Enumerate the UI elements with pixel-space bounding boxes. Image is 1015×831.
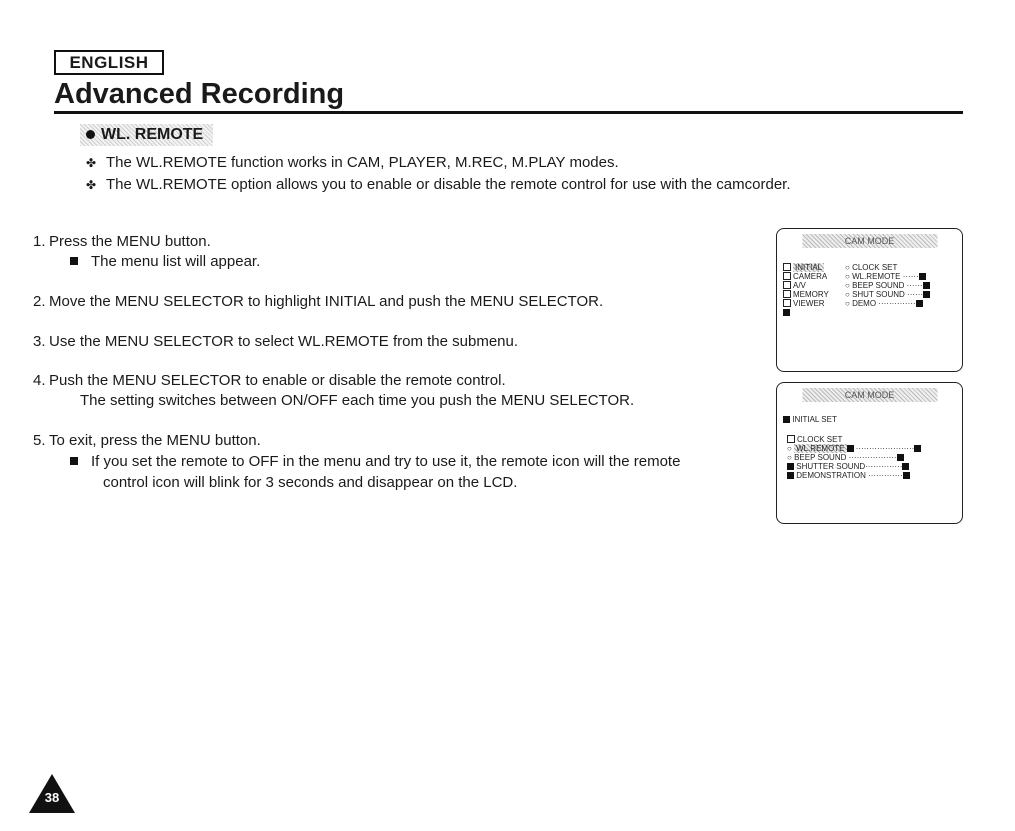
- menu-item: VIEWER: [783, 299, 829, 308]
- page-title: Advanced Recording: [54, 78, 345, 110]
- menu-item-icon: [783, 272, 791, 280]
- menu-item: INITIAL: [783, 263, 829, 272]
- section-heading: [80, 124, 213, 146]
- step-number: 1.: [33, 233, 46, 250]
- lcd-menu-screen: [776, 228, 963, 372]
- menu-item: [783, 308, 829, 317]
- menu-left-column: [783, 263, 829, 317]
- step-text: To exit, press the MENU button.: [49, 432, 261, 449]
- submenu-item: ○ WL.REMOTE ······: [845, 272, 930, 281]
- submenu-item: SHUTTER SOUND··············: [787, 462, 921, 471]
- submenu-item: ○ WL.REMOTE ······················: [787, 444, 921, 453]
- step-number: 2.: [33, 293, 46, 310]
- setting-icon: [923, 282, 930, 289]
- step-item: [33, 432, 261, 449]
- mode-banner: CAM MODE: [802, 388, 937, 402]
- step-text: Push the MENU SELECTOR to enable or disable the remote control.: [49, 372, 506, 389]
- note-text: The WL.REMOTE option allows you to enable or disable the remote control for use with the camcorder.: [106, 176, 791, 193]
- menu-item-icon: [787, 463, 794, 470]
- setting-icon: [914, 445, 921, 452]
- setting-icon: [902, 463, 909, 470]
- step-text: Press the MENU button.: [49, 233, 211, 250]
- submenu-item: ○ SHUT SOUND ······: [845, 290, 930, 299]
- step-item: [33, 333, 518, 350]
- title-divider: [54, 111, 963, 114]
- submenu-list: [787, 435, 921, 480]
- note-text: The WL.REMOTE function works in CAM, PLAYER, M.REC, M.PLAY modes.: [106, 154, 619, 171]
- step-text: Use the MENU SELECTOR to select WL.REMOTE from the submenu.: [49, 333, 519, 350]
- submenu-item: DEMONSTRATION ·············: [787, 471, 921, 480]
- star-bullet-icon: ✤: [86, 178, 97, 192]
- menu-item: MEMORY: [783, 290, 829, 299]
- lcd-submenu-screen: [776, 382, 963, 524]
- menu-item-icon: [787, 435, 795, 443]
- menu-right-column: [845, 263, 930, 308]
- step-subnote: [70, 453, 680, 470]
- note-item: [86, 154, 619, 171]
- mode-banner: CAM MODE: [802, 234, 937, 248]
- step-number: 3.: [33, 333, 46, 350]
- menu-item-icon: [787, 472, 794, 479]
- bullet-dot-icon: [86, 130, 95, 139]
- menu-item-icon: [783, 299, 791, 307]
- menu-item: A/V: [783, 281, 829, 290]
- submenu-item: ○ BEEP SOUND ······: [845, 281, 930, 290]
- setting-icon: [903, 472, 910, 479]
- step-text: Move the MENU SELECTOR to highlight INITIAL and push the MENU SELECTOR.: [49, 293, 604, 310]
- setting-icon: [923, 291, 930, 298]
- submenu-item: ○ BEEP SOUND ··················: [787, 453, 921, 462]
- setting-icon: [897, 454, 904, 461]
- step-subnote: [70, 253, 260, 270]
- subnote-text: The menu list will appear.: [91, 253, 261, 270]
- section-label: WL. REMOTE: [101, 126, 204, 143]
- menu-item-icon: [783, 281, 791, 289]
- square-bullet-icon: [70, 457, 78, 465]
- setting-icon: [919, 273, 926, 280]
- submenu-item: CLOCK SET: [787, 435, 921, 444]
- menu-item-icon: [783, 263, 791, 271]
- remote-icon: [847, 445, 854, 452]
- setting-icon: [916, 300, 923, 307]
- subnote-text: If you set the remote to OFF in the menu and try to use it, the remote icon will the remote: [91, 453, 681, 470]
- step-continuation: The setting switches between ON/OFF each time you push the MENU SELECTOR.: [80, 392, 635, 409]
- subnote-continuation: control icon will blink for 3 seconds and disappear on the LCD.: [103, 474, 518, 491]
- submenu-header: INITIAL SET: [783, 415, 837, 424]
- menu-icon: [783, 416, 790, 423]
- page-number: 38: [44, 790, 60, 805]
- step-item: [33, 233, 211, 250]
- step-number: 5.: [33, 432, 46, 449]
- star-bullet-icon: ✤: [86, 156, 97, 170]
- step-item: [33, 293, 603, 310]
- note-item: [86, 176, 791, 193]
- step-item: [33, 372, 506, 389]
- square-bullet-icon: [70, 257, 78, 265]
- menu-item-icon: [783, 290, 791, 298]
- menu-item: CAMERA: [783, 272, 829, 281]
- submenu-item: ○ CLOCK SET: [845, 263, 898, 272]
- step-number: 4.: [33, 372, 46, 389]
- language-label: ENGLISH: [54, 50, 164, 75]
- screen-icon: [783, 309, 790, 316]
- submenu-item: ○ DEMO ··············: [845, 299, 930, 308]
